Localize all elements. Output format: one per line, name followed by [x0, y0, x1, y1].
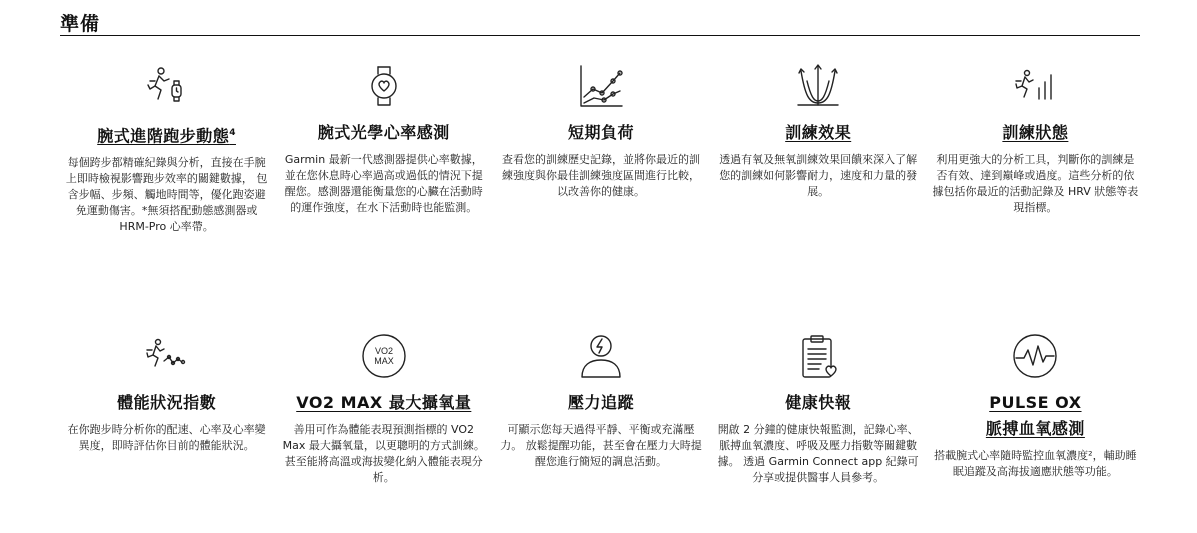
stress-tracking-icon [575, 328, 627, 384]
feature-title-link[interactable]: 訓練狀態 [1002, 123, 1069, 142]
wrist-heart-rate-icon [358, 58, 410, 114]
feature-description: 透過有氧及無氧訓練效果回饋來深入了解您的訓練如何影響耐力，速度和力量的發展。 [719, 153, 918, 198]
feature-title-link[interactable] [97, 122, 236, 147]
running-watch-icon [141, 58, 193, 114]
feature-vo2-max [275, 328, 492, 533]
footnote-marker: 4 [229, 128, 236, 138]
feature-training-effect [710, 58, 927, 328]
feature-title: 腕式光學心率感測 [317, 123, 450, 142]
section-title: 準備 [60, 13, 101, 35]
feature-description: 每個跨步都精確紀錄與分析，直接在手腕上即時檢視影響跑步效率的關鍵數據， 包含步幅、步頻、觸地時間等，優化跑姿避免運動傷害。*無須搭配動態感測器或 HRM-Pro 心率帶。 [65, 156, 268, 234]
health-snapshot-icon [792, 328, 844, 384]
feature-pulse-ox [927, 328, 1144, 533]
pulse-ox-icon [1009, 328, 1061, 384]
feature-title: 壓力追蹤 [567, 393, 634, 412]
feature-title-link[interactable]: 訓練效果 [785, 123, 852, 142]
feature-title: 健康快報 [785, 393, 852, 412]
feature-description: 利用更強大的分析工具，判斷你的訓練是否有效、達到巔峰或過度。這些分析的依據包括你最近的活動記錄及 HRV 狀態等表現指標。 [932, 153, 1139, 214]
features-grid [58, 58, 1144, 533]
max-label: MAX [374, 356, 394, 366]
feature-acute-load [492, 58, 709, 328]
feature-description: 可顯示您每天過得平靜、平衡或充滿壓力。 放鬆提醒功能，甚至會在壓力大時提醒您進行簡短的調息活動。 [500, 423, 702, 468]
feature-description: 搭載腕式心率隨時監控血氧濃度²，輔助睡眠追蹤及高海拔適應狀態等功能。 [934, 449, 1137, 478]
training-effect-icon [792, 58, 844, 114]
performance-condition-icon [141, 328, 193, 384]
vo2-max-icon [358, 328, 410, 384]
feature-title: 體能狀況指數 [117, 393, 217, 412]
feature-description: 查看您的訓練歷史記錄，並將你最近的訓練強度與你最佳訓練強度區間進行比較，以改善你的健康。 [501, 153, 700, 198]
section-divider [60, 35, 1140, 36]
feature-wrist-heart-rate [275, 58, 492, 328]
training-load-chart-icon [575, 58, 627, 114]
feature-running-dynamics [58, 58, 275, 328]
feature-title-text: PULSE OX [989, 393, 1082, 412]
feature-title-line2: 脈搏血氧感測 [985, 419, 1085, 438]
vo2-label: VO2 [374, 346, 393, 356]
training-status-icon [1009, 58, 1061, 114]
feature-training-status [927, 58, 1144, 328]
feature-description: 開啟 2 分鐘的健康快報監測，記錄心率、脈搏血氧濃度、呼吸及壓力指數等關鍵數據。 透過 Garmin Connect app 紀錄可分享或提供醫事人員參考。 [717, 423, 919, 484]
feature-description: 善用可作為體能表現預測指標的 VO2 Max 最大攝氧量，以更聰明的方式訓練。甚至能將高溫或海拔變化納入體能表現分析。 [282, 423, 485, 484]
feature-health-snapshot [710, 328, 927, 533]
feature-title-link[interactable] [986, 392, 1085, 440]
feature-title-text: 腕式進階跑步動態 [97, 126, 230, 146]
feature-performance-condition [58, 328, 275, 533]
feature-description: 在你跑步時分析你的配速、心率及心率變異度，即時評估你目前的體能狀況。 [67, 423, 266, 452]
feature-title: 短期負荷 [567, 123, 634, 142]
feature-stress-tracking [492, 328, 709, 533]
feature-title-link[interactable]: VO2 MAX 最大攝氧量 [296, 393, 472, 412]
feature-description: Garmin 最新一代感測器提供心率數據，並在您休息時心率過高或過低的情況下提醒您。感測器還能衡量您的心臟在活動時的運作強度，在水下活動時也能監測。 [284, 153, 483, 214]
